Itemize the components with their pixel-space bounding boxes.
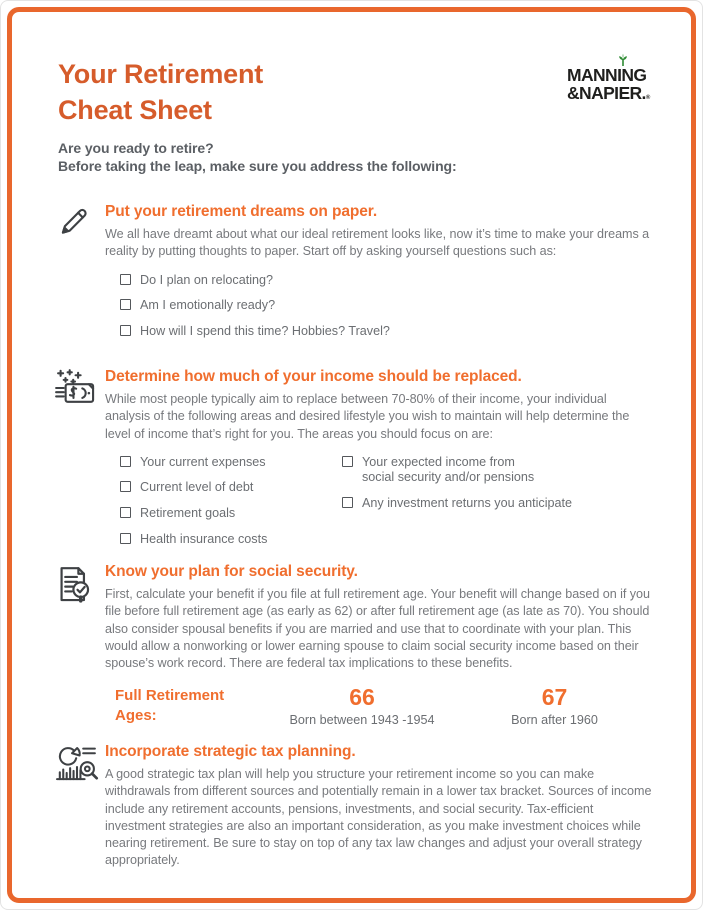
money-sparkle-icon xyxy=(55,368,105,558)
section-tax-planning xyxy=(55,743,653,870)
document-check-icon xyxy=(55,563,105,727)
checkbox-label: Do I plan on relocating? xyxy=(140,272,274,287)
checkbox-label: Health insurance costs xyxy=(140,531,268,546)
age-number: 66 xyxy=(349,684,375,711)
checkbox-health-insurance[interactable] xyxy=(120,533,131,544)
page-title xyxy=(58,57,263,128)
label-line2: social security and/or pensions xyxy=(362,470,535,485)
checkbox-relocating[interactable] xyxy=(120,274,131,285)
page-title-line1: Your Retirement xyxy=(58,59,264,89)
intro-text xyxy=(58,140,457,176)
page-title-line2: Cheat Sheet xyxy=(58,94,212,125)
checkbox-label: Retirement goals xyxy=(140,506,236,521)
section-heading: Incorporate strategic tax planning. xyxy=(105,743,356,760)
age-number: 67 xyxy=(541,684,568,711)
checkbox-investment-returns[interactable] xyxy=(342,497,353,508)
manning-napier-logo xyxy=(567,55,659,103)
checkbox-label: Am I emotionally ready? xyxy=(140,298,276,313)
logo-line2: &NAPIER.® xyxy=(567,82,650,103)
checkbox-label: Your current expenses xyxy=(140,454,266,469)
checkbox-spend-time[interactable] xyxy=(120,325,131,336)
section-body: While most people typically aim to replace between 70-80% of their income, your individual analysis of the following areas and desired lifestyle you wish to maintain will help determine the level of income that’s right for you. The areas you should focus on are: xyxy=(105,392,630,441)
section-body: First, calculate your benefit if you file at full retirement age. Your benefit will change based on if you file before full retirement age (as early as 62) or after full retirement age (as late as 70). You should also consider spousal benefits if you are married and use that to coordinate with your plan. This would allow a nonworking or lower earning spouse to claim social security income based on their spouse’s work record. There are federal tax implications to these benefits. xyxy=(105,587,650,670)
section-social-security xyxy=(55,563,653,727)
checkbox-label: Current level of debt xyxy=(140,480,254,495)
checklist-item xyxy=(342,496,602,512)
income-checklist-left xyxy=(120,455,342,558)
checklist-item xyxy=(120,506,342,522)
checkbox-label: How will I spend this time? Hobbies? Travel? xyxy=(140,323,390,338)
section-heading: Know your plan for social security. xyxy=(105,563,358,580)
checkbox-current-expenses[interactable] xyxy=(120,456,131,467)
checkbox-level-of-debt[interactable] xyxy=(120,481,131,492)
section-body: A good strategic tax plan will help you structure your retirement income so you can make withdrawals from different sources and potentially remain in a lower tax bracket. Sources of income include any retirement accounts, pensions, investments, and social security. Tax-efficient investment strategies are also an important consideration, as you make investment choices while nearing retirement. Be sure to stay on top of any tax law changes and adjust your overall strategy appropriately. xyxy=(105,767,652,868)
checkbox-emotionally-ready[interactable] xyxy=(120,299,131,310)
checkbox-label: Any investment returns you anticipate xyxy=(362,496,573,511)
label-line1: Your expected income from xyxy=(362,454,515,469)
checklist-item xyxy=(120,298,653,314)
pencil-icon xyxy=(55,203,105,350)
checkbox-retirement-goals[interactable] xyxy=(120,507,131,518)
age-66 xyxy=(257,686,467,727)
age-caption: Born after 1960 xyxy=(511,713,598,728)
tax-analysis-icon xyxy=(55,743,105,870)
checkbox-label xyxy=(362,455,534,486)
section-heading: Put your retirement dreams on paper. xyxy=(105,203,378,220)
section-dreams-on-paper xyxy=(55,203,653,350)
checklist-item xyxy=(120,532,342,548)
logo-line1: MANNING xyxy=(567,65,647,85)
section-income-replaced xyxy=(55,368,653,558)
age-caption: Born between 1943 -1954 xyxy=(289,713,435,728)
checklist-item xyxy=(120,455,342,471)
checklist-item xyxy=(342,455,602,486)
dreams-checklist xyxy=(120,273,653,340)
intro-line2: Before taking the leap, make sure you address the following: xyxy=(58,157,457,174)
income-checklist-right xyxy=(342,455,602,558)
checklist-item xyxy=(120,324,653,340)
intro-line1: Are you ready to retire? xyxy=(58,140,214,156)
full-retirement-ages xyxy=(105,686,653,727)
age-67 xyxy=(467,686,642,727)
checklist-item xyxy=(120,273,653,289)
checklist-item xyxy=(120,480,342,496)
section-heading: Determine how much of your income should be replaced. xyxy=(105,368,522,385)
seedling-icon xyxy=(616,53,630,72)
registered-mark: ® xyxy=(645,94,650,101)
income-checklist xyxy=(105,455,653,558)
checkbox-expected-income[interactable] xyxy=(342,456,353,467)
ages-label: Full Retirement Ages: xyxy=(115,687,225,724)
section-body: We all have dreamt about what our ideal retirement looks like, now it’s time to make your dreams a reality by putting thoughts to paper. Start off by asking yourself questions such as: xyxy=(105,227,650,259)
